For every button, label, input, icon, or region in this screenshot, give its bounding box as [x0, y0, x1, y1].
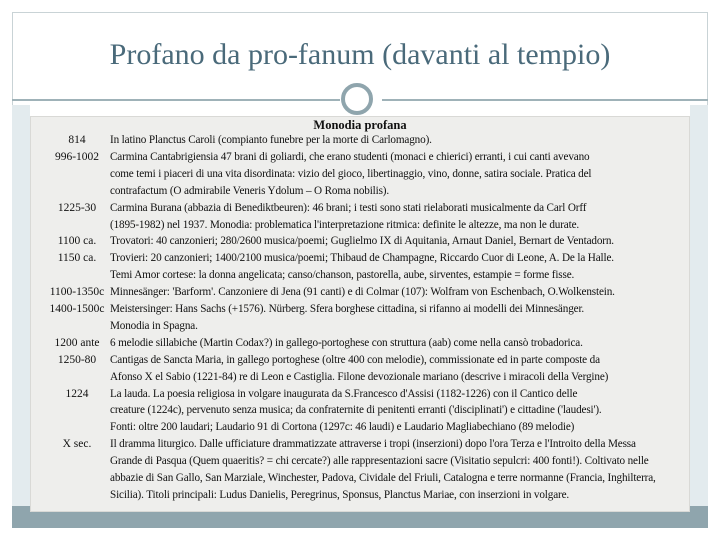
document-row	[30, 252, 690, 265]
row-date: 1250-80	[57, 353, 97, 366]
row-text: Grande di Pasqua (Quem quaeritis? = chi cercate?) alle rappresentazioni sacre (Visitatio sepulcri: 400 fonti!). Coltivato nelle	[110, 455, 649, 468]
row-date: 1225-30	[57, 201, 97, 214]
row-text: Carmina Burana (abbazia di Benediktbeuren): 46 brani; i testi sono stati rielaborati musicalmente da Carl Orff	[110, 201, 587, 214]
row-text: abbazie di San Gallo, San Marziale, Winchester, Padova, Cividale del Friuli, Catalogna e terre normanne (Francia, Inghilterra,	[110, 472, 656, 484]
side-band-left	[12, 105, 30, 528]
title-divider-left	[12, 99, 340, 101]
row-text: Afonso X el Sabio (1221-84) re di Leon e Castiglia. Filone devozionale mariano (descrive i miracoli della Vergine)	[110, 370, 609, 383]
document-row	[30, 421, 690, 434]
document-row	[30, 388, 690, 401]
row-date: 996-1002	[54, 150, 100, 163]
document-row	[30, 202, 690, 215]
row-text: Carmina Cantabrigiensia 47 brani di goliardi, che erano studenti (monaci e chierici) erranti, i cui canti avevano	[110, 150, 590, 163]
row-text: creature (1224c), pervenuto senza musica; da confraternite di penitenti erranti ('disciplinati') e cittadine ('laudesi').	[110, 404, 602, 417]
divider-ring-ornament	[341, 83, 373, 115]
document-row	[30, 320, 690, 333]
document-row	[30, 235, 690, 248]
document-row	[30, 371, 690, 384]
row-text: La lauda. La poesia religiosa in volgare inaugurata da S.Francesco d'Assisi (1182-1226) con il Cantico delle	[110, 387, 578, 400]
document-row	[30, 269, 690, 282]
row-text: Trovatori: 40 canzonieri; 280/2600 musica/poemi; Guglielmo IX di Aquitania, Arnaut Daniel, Bernart de Ventadorn.	[110, 235, 614, 248]
row-text: Fonti: oltre 200 laudari; Laudario 91 di Cortona (1297c: 46 laudi) e Laudario Magliabechiano (89 melodie)	[110, 421, 575, 434]
row-text: (1895-1982) nel 1937. Monodia: problematica l'interpretazione ritmica: definite le altezze, ma non le durate.	[110, 218, 580, 231]
row-text: In latino Planctus Caroli (compianto funebre per la morte di Carlomagno).	[110, 134, 432, 146]
slide-title: Profano da pro-fanum (davanti al tempio)	[109, 38, 611, 71]
document-row	[30, 219, 690, 232]
row-text: 6 melodie sillabiche (Martin Codax?) in gallego-portoghese con struttura (aab) come nella cansò trobadorica.	[110, 336, 583, 349]
document-row	[30, 489, 690, 502]
row-date: 1400-1500c	[49, 303, 105, 315]
row-date: 1100-1350c	[49, 286, 105, 299]
document-row	[30, 404, 690, 417]
row-date: 1150 ca.	[57, 252, 97, 265]
title-divider-right	[382, 99, 708, 101]
row-date: 1200 ante	[54, 336, 100, 349]
document-heading: Monodia profana	[313, 118, 407, 132]
row-date: 814	[68, 134, 86, 146]
row-text: contrafactum (O admirabile Veneris Ydolum – O Roma nobilis).	[110, 184, 390, 197]
document-row	[30, 455, 690, 468]
document-row	[30, 168, 690, 181]
scanned-document-image	[30, 116, 690, 512]
row-text: Cantigas de Sancta Maria, in gallego portoghese (oltre 400 con melodie), commissionate ed in parte composte da	[110, 353, 600, 366]
document-row	[30, 151, 690, 164]
document-row	[30, 337, 690, 350]
row-text: come temi i piaceri di una vita disordinata: vizio del gioco, libertinaggio, vino, donne, satira sociale. Pratica del	[110, 167, 592, 180]
row-text: Temi Amor cortese: la donna angelicata; canso/chanson, pastorella, aube, sirventes, estampie = forme fisse.	[110, 269, 575, 282]
document-row	[30, 185, 690, 198]
document-row	[30, 286, 690, 299]
document-row	[30, 472, 690, 485]
row-text: Minnesänger: 'Barform'. Canzoniere di Jena (91 canti) e di Colmar (107): Wolfram von Eschenbach, O.Wolkenstein.	[110, 286, 615, 299]
document-row	[30, 134, 690, 147]
row-text: Sicilia). Titoli principali: Ludus Danielis, Peregrinus, Sponsus, Planctus Mariae, con inserzioni in volgare.	[110, 488, 570, 501]
row-text: Monodia in Spagna.	[110, 319, 198, 332]
row-text: Trovieri: 20 canzonieri; 1400/2100 musica/poemi; Thibaud de Champagne, Riccardo Cuor di Leone, A. De la Halle.	[110, 252, 614, 265]
row-date: 1224	[65, 387, 89, 400]
row-date: X sec.	[62, 438, 92, 451]
side-band-right	[690, 105, 708, 528]
document-row	[30, 438, 690, 451]
document-row	[30, 354, 690, 367]
document-row	[30, 303, 690, 316]
row-date: 1100 ca.	[57, 235, 97, 248]
row-text: Meistersinger: Hans Sachs (+1576). Nürberg. Sfera borghese cittadina, si rifanno ai modelli dei Minnesänger.	[110, 303, 585, 315]
row-text: Il dramma liturgico. Dalle ufficiature drammatizzate attraverse i tropi (inserzioni) dopo l'ora Terza e l'Introito della Messa	[110, 438, 636, 451]
